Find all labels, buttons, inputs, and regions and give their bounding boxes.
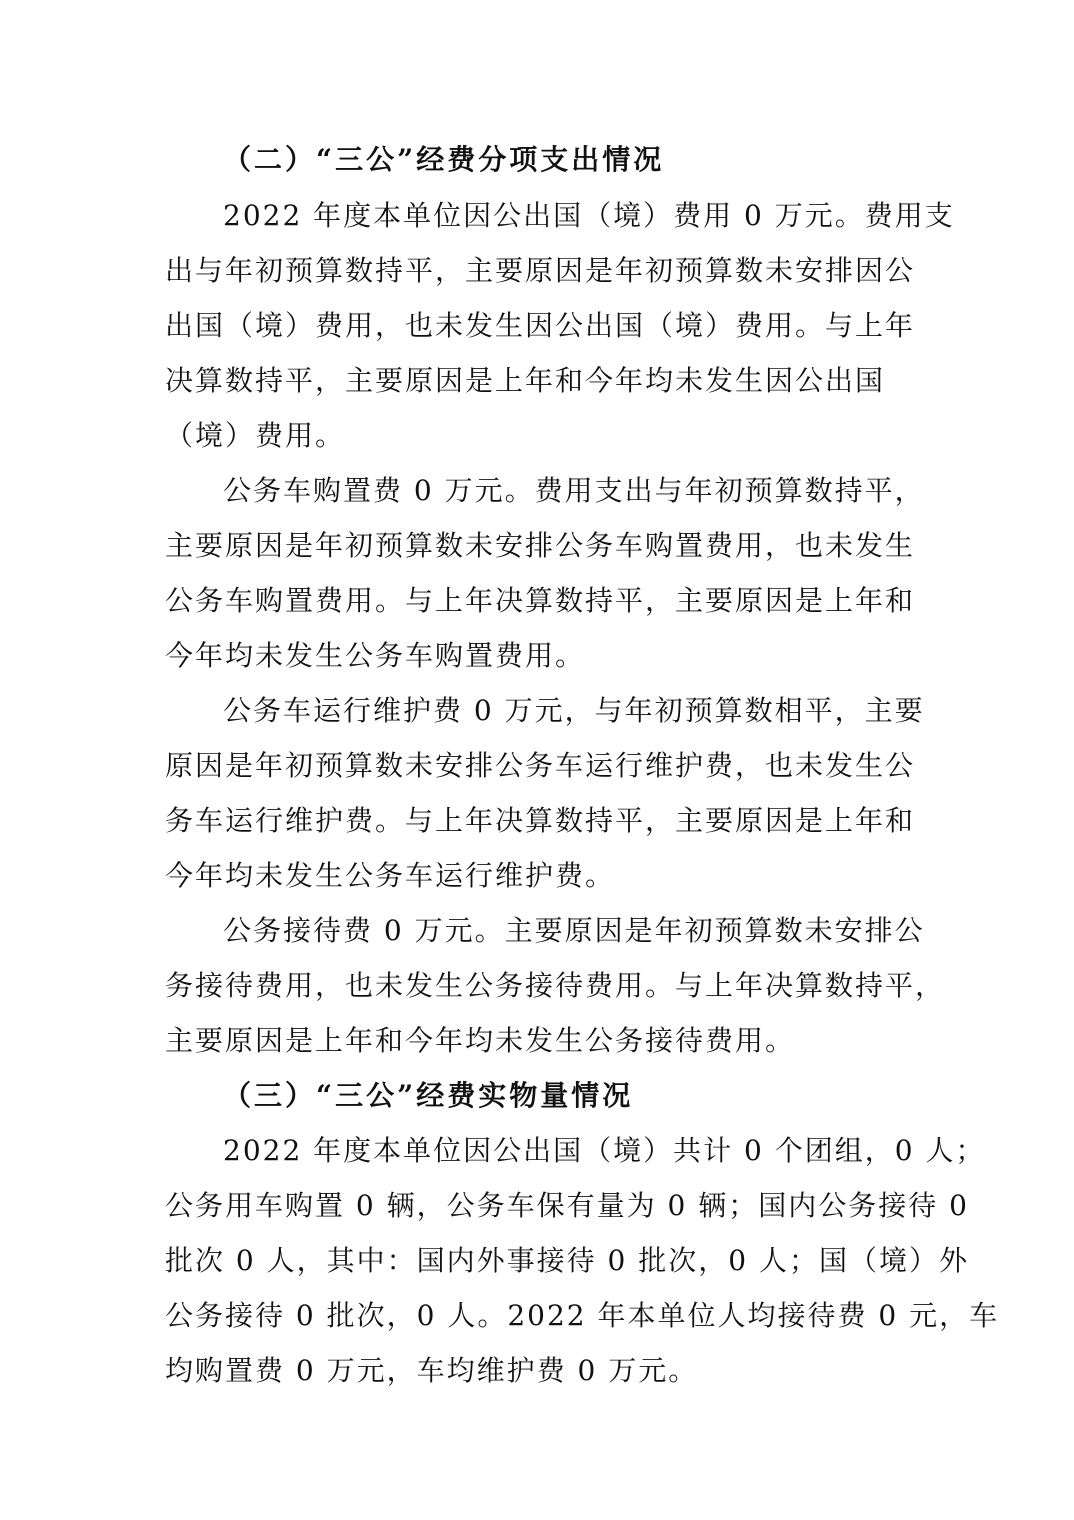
paragraph-line: 2022 年度本单位因公出国（境）共计 0 个团组，0 人； — [223, 1134, 986, 1167]
paragraph-line: 公务车运行维护费 0 万元，与年初预算数相平，主要 — [223, 694, 925, 727]
paragraph-line: 决算数持平，主要原因是上年和今年均未发生因公出国 — [165, 364, 886, 397]
paragraph-line: 公务车购置费 0 万元。费用支出与年初预算数持平， — [223, 474, 925, 507]
paragraph-line: （境）费用。 — [165, 419, 346, 452]
paragraph-line: 务接待费用，也未发生公务接待费用。与上年决算数持平， — [165, 969, 946, 1002]
paragraph-line: 2022 年度本单位因公出国（境）费用 0 万元。费用支 — [223, 199, 955, 232]
paragraph-line: 公务车购置费用。与上年决算数持平，主要原因是上年和 — [165, 584, 916, 617]
section-heading-2: （二）“三公”经费分项支出情况 — [223, 143, 665, 176]
paragraph-line: 批次 0 人，其中：国内外事接待 0 批次，0 人；国（境）外 — [165, 1244, 969, 1277]
paragraph-line: 出与年初预算数持平，主要原因是年初预算数未安排因公 — [165, 254, 916, 287]
paragraph-line: 出国（境）费用，也未发生因公出国（境）费用。与上年 — [165, 309, 916, 342]
section-heading-3: （三）“三公”经费实物量情况 — [223, 1079, 634, 1112]
paragraph-line: 主要原因是年初预算数未安排公务车购置费用，也未发生 — [165, 529, 916, 562]
paragraph-line: 今年均未发生公务车购置费用。 — [165, 639, 586, 672]
paragraph-line: 公务接待费 0 万元。主要原因是年初预算数未安排公 — [223, 914, 925, 947]
paragraph-line: 公务用车购置 0 辆，公务车保有量为 0 辆；国内公务接待 0 — [165, 1189, 969, 1222]
paragraph-line: 主要原因是上年和今年均未发生公务接待费用。 — [165, 1024, 796, 1057]
paragraph-line: 务车运行维护费。与上年决算数持平，主要原因是上年和 — [165, 804, 916, 837]
paragraph-line: 均购置费 0 万元，车均维护费 0 万元。 — [165, 1354, 699, 1387]
paragraph-line: 今年均未发生公务车运行维护费。 — [165, 859, 616, 892]
paragraph-line: 公务接待 0 批次，0 人。2022 年本单位人均接待费 0 元，车 — [165, 1299, 1000, 1332]
paragraph-line: 原因是年初预算数未安排公务车运行维护费，也未发生公 — [165, 749, 916, 782]
